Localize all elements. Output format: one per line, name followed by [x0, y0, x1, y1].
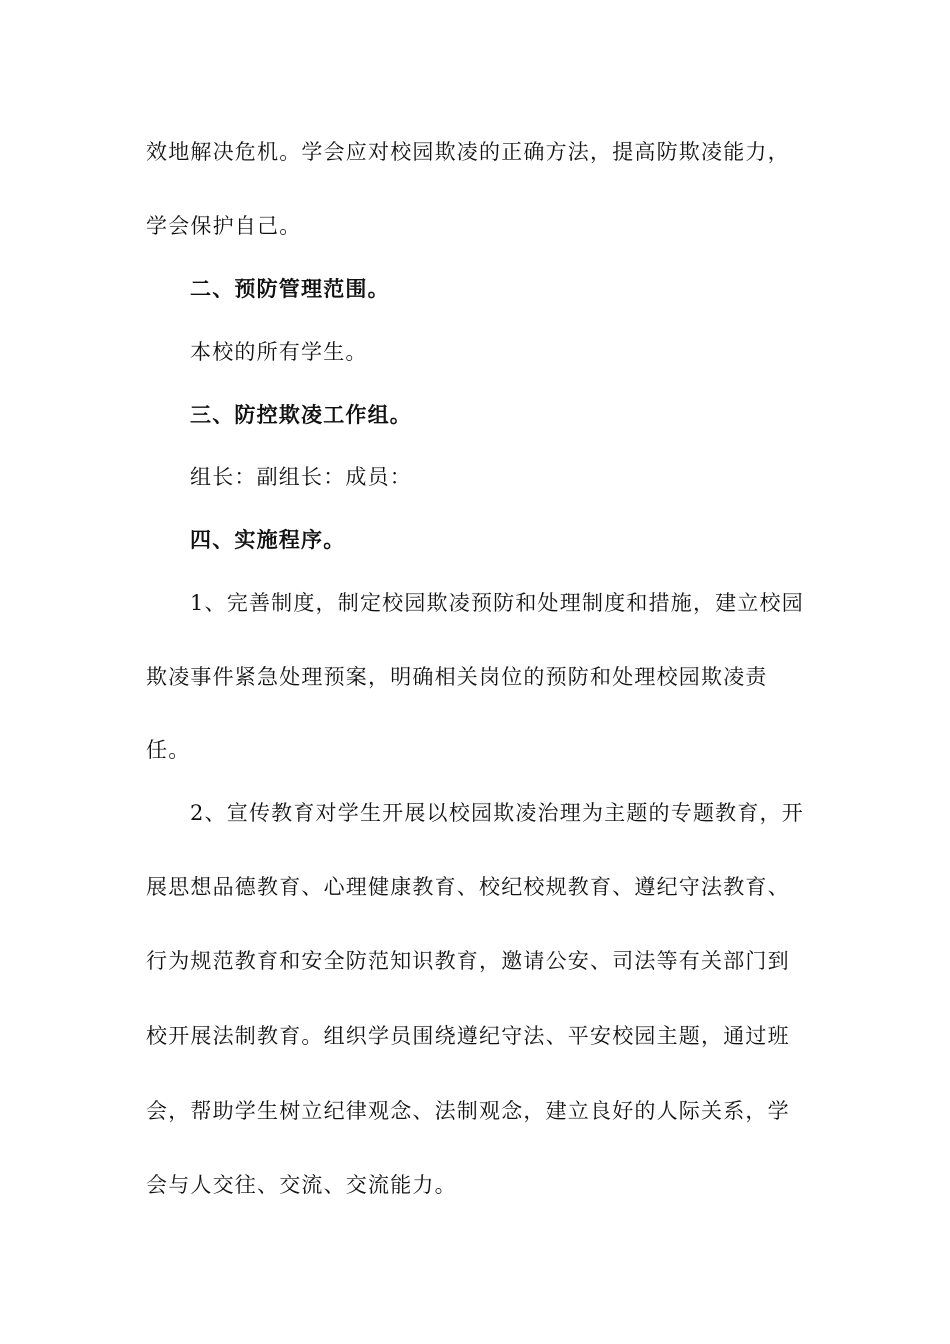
paragraph-line: 任。 [146, 738, 191, 762]
paragraph-line: 组长：副组长：成员： [190, 465, 412, 489]
paragraph-line: 效地解决危机。学会应对校园欺凌的正确方法，提高防欺凌能力， [146, 140, 790, 164]
section-heading-procedure: 四、实施程序。 [190, 528, 346, 552]
paragraph-line: 本校的所有学生。 [190, 340, 368, 364]
paragraph-line: 学会保护自己。 [146, 214, 302, 238]
paragraph-line: 行为规范教育和安全防范知识教育，邀请公安、司法等有关部门到 [146, 949, 790, 973]
paragraph-line: 会，帮助学生树立纪律观念、法制观念，建立良好的人际关系，学 [146, 1099, 790, 1123]
paragraph-line: 校开展法制教育。组织学员围绕遵纪守法、平安校园主题，通过班 [146, 1024, 790, 1048]
section-heading-workgroup: 三、防控欺凌工作组。 [190, 403, 412, 427]
paragraph-line: 欺凌事件紧急处理预案，明确相关岗位的预防和处理校园欺凌责 [146, 665, 768, 689]
paragraph-line: 展思想品德教育、心理健康教育、校纪校规教育、遵纪守法教育、 [146, 875, 790, 899]
paragraph-line: 1、完善制度，制定校园欺凌预防和处理制度和措施，建立校园 [190, 591, 804, 615]
section-heading-scope: 二、预防管理范围。 [190, 277, 390, 301]
paragraph-line: 会与人交往、交流、交流能力。 [146, 1173, 457, 1197]
paragraph-line: 2、宣传教育对学生开展以校园欺凌治理为主题的专题教育，开 [190, 801, 804, 825]
